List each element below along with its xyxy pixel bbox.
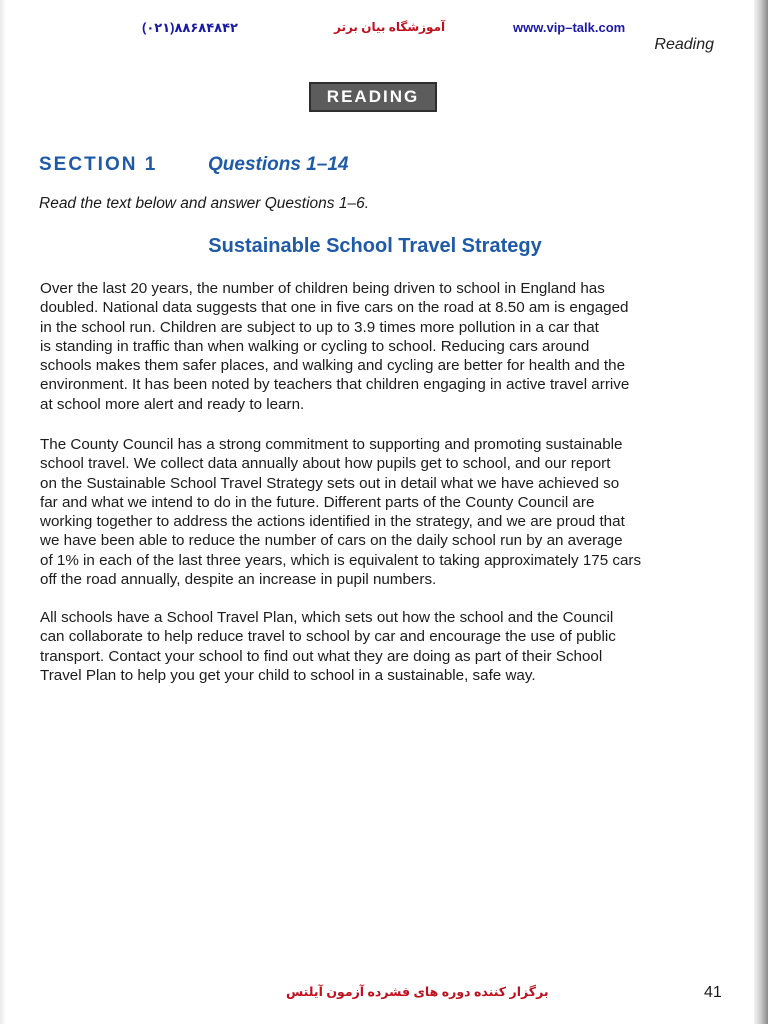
paragraph-2 — [40, 435, 720, 589]
paragraph-line: schools makes them safer places, and walking and cycling are better for health and the — [40, 357, 626, 375]
instruction: Read the text below and answer Questions 1–6. — [39, 195, 370, 212]
section-label: SECTION 1 — [39, 154, 158, 175]
paragraph-line: off the road annually, despite an increase in pupil numbers. — [40, 571, 437, 589]
paragraph-1 — [40, 279, 720, 414]
page-edge-left — [0, 0, 6, 1024]
section-questions: Questions 1–14 — [208, 154, 349, 175]
section-heading — [39, 154, 349, 176]
paragraph-line: at school more alert and ready to learn. — [40, 395, 305, 413]
running-head: Reading — [654, 36, 714, 53]
paragraph-line: far and what we intend to do in the future. Different parts of the County Council are — [40, 493, 595, 511]
paragraph-line: working together to address the actions identified in the strategy, and we are proud that — [40, 513, 625, 531]
paragraph-line: we have been able to reduce the number of cars on the daily school run by an average — [40, 532, 623, 550]
paragraph-line: on the Sustainable School Travel Strategy sets out in detail what we have achieved so — [40, 474, 620, 492]
header-institute: آموزشگاه بیان برتر — [334, 20, 446, 34]
paragraph-line: of 1% in each of the last three years, which is equivalent to taking approximately 175 cars — [40, 551, 642, 569]
paragraph-line: environment. It has been noted by teachers that children engaging in active travel arrive — [40, 376, 630, 394]
page-edge-right — [754, 0, 768, 1024]
paragraph-line: Over the last 20 years, the number of children being driven to school in England has — [40, 280, 605, 297]
passage-title: Sustainable School Travel Strategy — [208, 235, 542, 257]
page-number: 41 — [704, 984, 722, 1001]
footer-text: برگزار کننده دوره های فشرده آزمون آیلتس — [286, 985, 549, 999]
header-phone: (۰۲۱)۸۸۶۸۴۸۴۲ — [142, 20, 238, 35]
paragraph-line: school travel. We collect data annually about how pupils get to school, and our report — [40, 455, 611, 473]
paragraph-3 — [40, 608, 720, 685]
paragraph-line: can collaborate to help reduce travel to school by car and encourage the use of public — [40, 628, 616, 646]
paragraph-line: is standing in traffic than when walking or cycling to school. Reducing cars around — [40, 337, 590, 355]
paragraph-line: in the school run. Children are subject to up to 3.9 times more pollution in a car that — [40, 318, 599, 336]
paragraph-line: The County Council has a strong commitment to supporting and promoting sustainable — [40, 436, 623, 453]
paragraph-line: transport. Contact your school to find out what they are doing as part of their School — [40, 647, 603, 665]
paragraph-line: All schools have a School Travel Plan, which sets out how the school and the Council — [40, 609, 614, 626]
header-url[interactable]: www.vip–talk.com — [513, 20, 626, 35]
paragraph-line: doubled. National data suggests that one in five cars on the road at 8.50 am is engaged — [40, 299, 629, 317]
paragraph-line: Travel Plan to help you get your child to school in a sustainable, safe way. — [40, 666, 536, 684]
reading-badge: READING — [309, 82, 437, 112]
